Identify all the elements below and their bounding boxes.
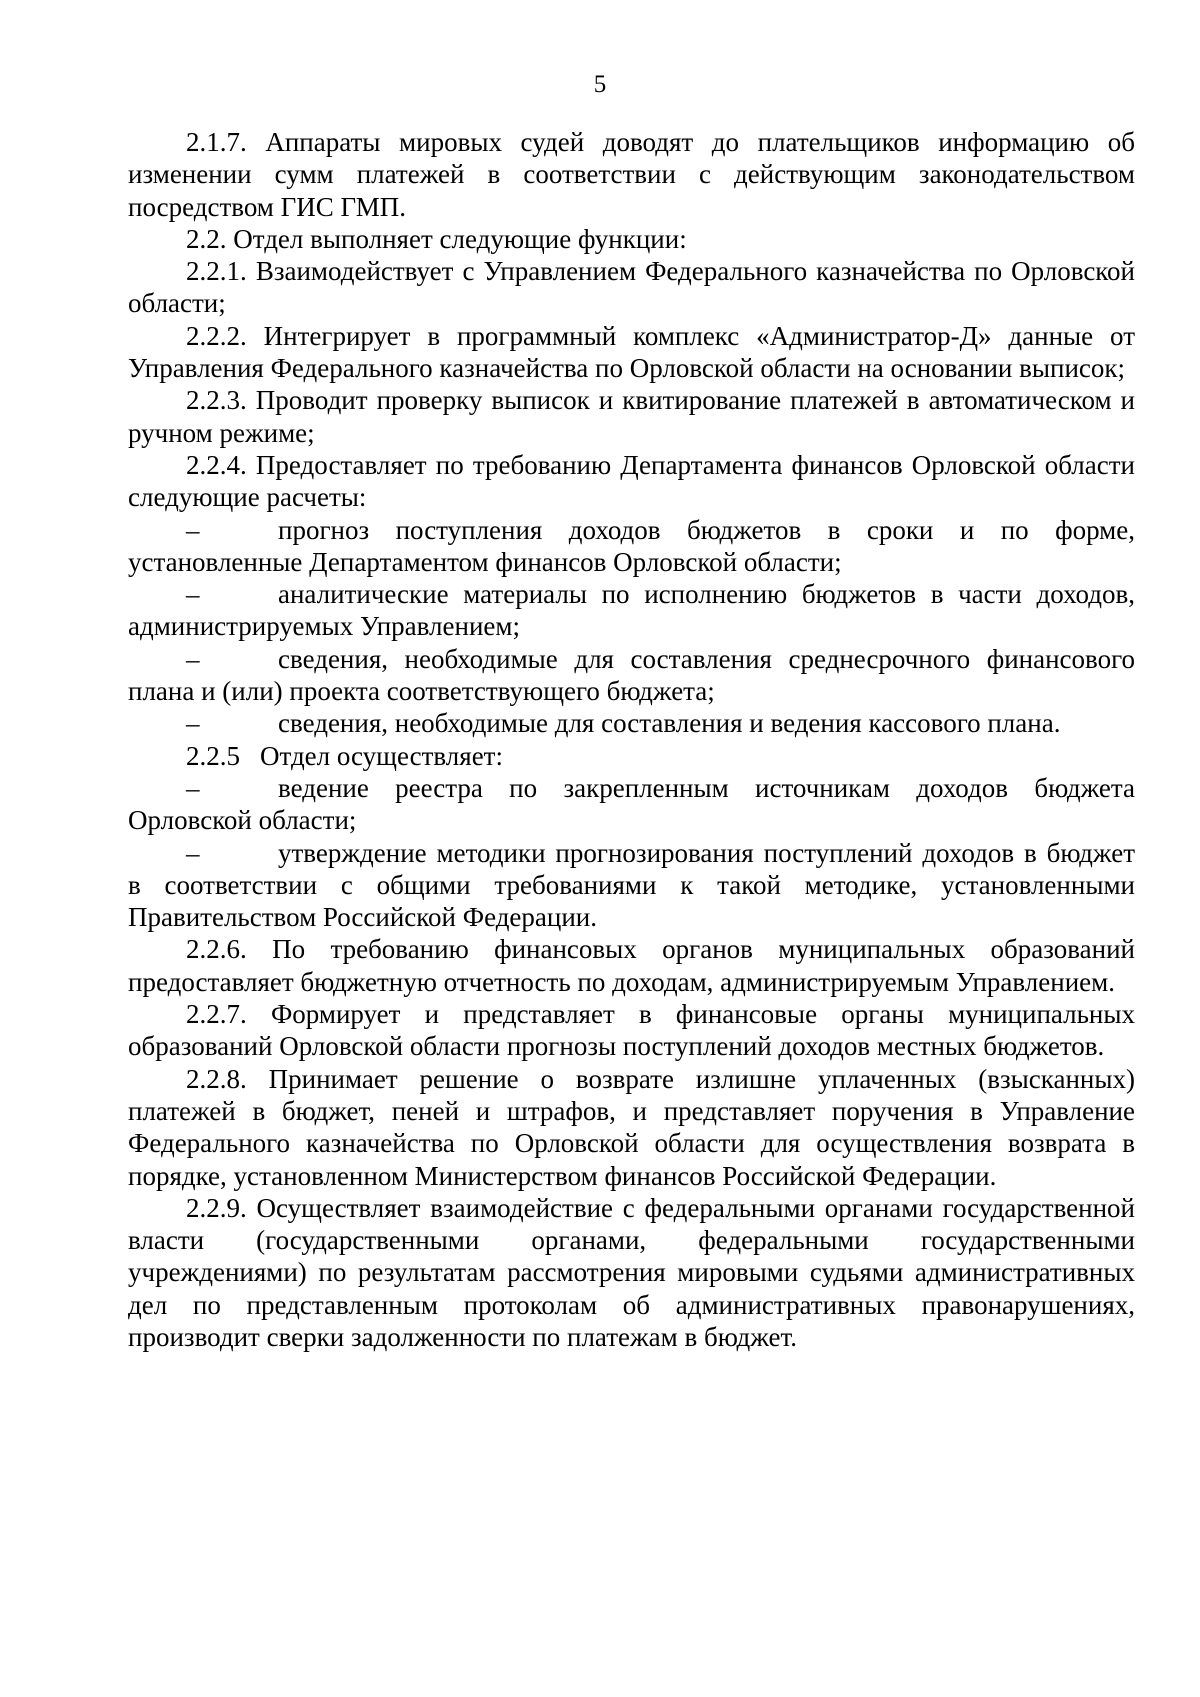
- list-item: [128, 514, 1135, 579]
- paragraph-number: 2.2.5: [186, 740, 240, 771]
- list-item-text: аналитические материалы по исполнению бюджетов в части доходов, администрируемых Управлением;: [128, 579, 1135, 642]
- list-item: [128, 837, 1135, 934]
- paragraph-text: Отдел осуществляет:: [260, 740, 503, 771]
- paragraph-number: 2.2.: [186, 223, 227, 254]
- dash-bullet: –: [186, 579, 200, 610]
- paragraph-2-1-7: [128, 126, 1135, 223]
- paragraph-number: 2.2.8.: [186, 1063, 247, 1094]
- paragraph-text: Отдел выполняет следующие функции:: [233, 223, 687, 254]
- dash-bullet: –: [186, 643, 200, 674]
- paragraph-number: 2.2.1.: [186, 256, 247, 287]
- list-item: [128, 772, 1135, 837]
- page-number: 5: [593, 71, 607, 98]
- paragraph-number: 2.2.9.: [186, 1192, 247, 1223]
- list-item: [128, 578, 1135, 643]
- paragraph-number: 2.2.7.: [186, 999, 247, 1030]
- paragraph-number: 2.2.3.: [186, 385, 247, 416]
- dash-bullet: –: [186, 837, 200, 868]
- paragraph-number: 2.1.7.: [186, 127, 247, 157]
- list-item: [128, 643, 1135, 708]
- dash-bullet: –: [186, 772, 200, 803]
- paragraph-2-2-7: [128, 998, 1135, 1063]
- paragraph-number: 2.2.6.: [186, 934, 247, 965]
- paragraph-text: Формирует и представляет в финансовые органы муниципальных образований Орловской области прогнозы поступлений доходов местных бюджетов.: [128, 999, 1136, 1062]
- paragraph-2-2: [128, 223, 1135, 255]
- paragraph-2-2-6: [128, 933, 1135, 998]
- document-body: [128, 126, 1135, 1353]
- list-item-text: ведение реестра по закрепленным источникам доходов бюджета Орловской области;: [128, 772, 1135, 836]
- paragraph-text: Осуществляет взаимодействие с федеральными органами государственной власти (государственными органами, федеральными государственными учреждениями) по результатам рассмотрения мировыми судьями административных дел по представленным протоколам об административных правонарушениях, производит сверки задолженности по платежам в бюджет.: [128, 1192, 1136, 1352]
- list-item-text: утверждение методики прогнозирования поступлений доходов в бюджет в соответствии с общими требованиями к такой методике, установленными Правительством Российской Федерации.: [128, 837, 1135, 933]
- paragraph-text: Аппараты мировых судей доводят до плательщиков информацию об изменении сумм платежей в соответствии с действующим законодательством посредством ГИС ГМП.: [128, 127, 1135, 222]
- paragraph-2-2-5: [128, 740, 1135, 772]
- paragraph-text: Проводит проверку выписок и квитирование платежей в автоматическом и ручном режиме;: [128, 385, 1136, 448]
- list-item-text: прогноз поступления доходов бюджетов в сроки и по форме, установленные Департаментом финансов Орловской области;: [128, 514, 1135, 577]
- paragraph-2-2-2: [128, 320, 1135, 385]
- paragraph-text: Принимает решение о возврате излишне уплаченных (взысканных) платежей в бюджет, пеней и штрафов, и представляет поручения в Управление Федерального казначейства по Орловской области для осуществления возврата в порядке, установленном Министерством финансов Российской Федерации.: [128, 1063, 1135, 1191]
- paragraph-text: Предоставляет по требованию Департамента финансов Орловской области следующие расчеты:: [128, 449, 1136, 513]
- paragraph-2-2-9: [128, 1192, 1135, 1353]
- list-item-text: сведения, необходимые для составления и ведения кассового плана.: [278, 708, 1061, 739]
- paragraph-2-2-1: [128, 255, 1135, 320]
- paragraph-2-2-8: [128, 1063, 1135, 1192]
- paragraph-text: Взаимодействует с Управлением Федерального казначейства по Орловской области;: [128, 256, 1136, 319]
- dash-bullet: –: [186, 708, 200, 739]
- list-item: [128, 707, 1135, 739]
- dash-bullet: –: [186, 514, 200, 545]
- paragraph-2-2-4: [128, 449, 1135, 514]
- paragraph-number: 2.2.4.: [186, 449, 247, 480]
- paragraph-text: По требованию финансовых органов муниципальных образований предоставляет бюджетную отчетность по доходам, администрируемым Управлением.: [128, 934, 1135, 997]
- paragraph-2-2-3: [128, 384, 1135, 449]
- paragraph-number: 2.2.2.: [186, 320, 247, 351]
- list-item-text: сведения, необходимые для составления среднесрочного финансового плана и (или) проекта соответствующего бюджета;: [128, 643, 1135, 707]
- paragraph-text: Интегрирует в программный комплекс «Администратор-Д» данные от Управления Федерального казначейства по Орловской области на основании выписок;: [128, 320, 1135, 384]
